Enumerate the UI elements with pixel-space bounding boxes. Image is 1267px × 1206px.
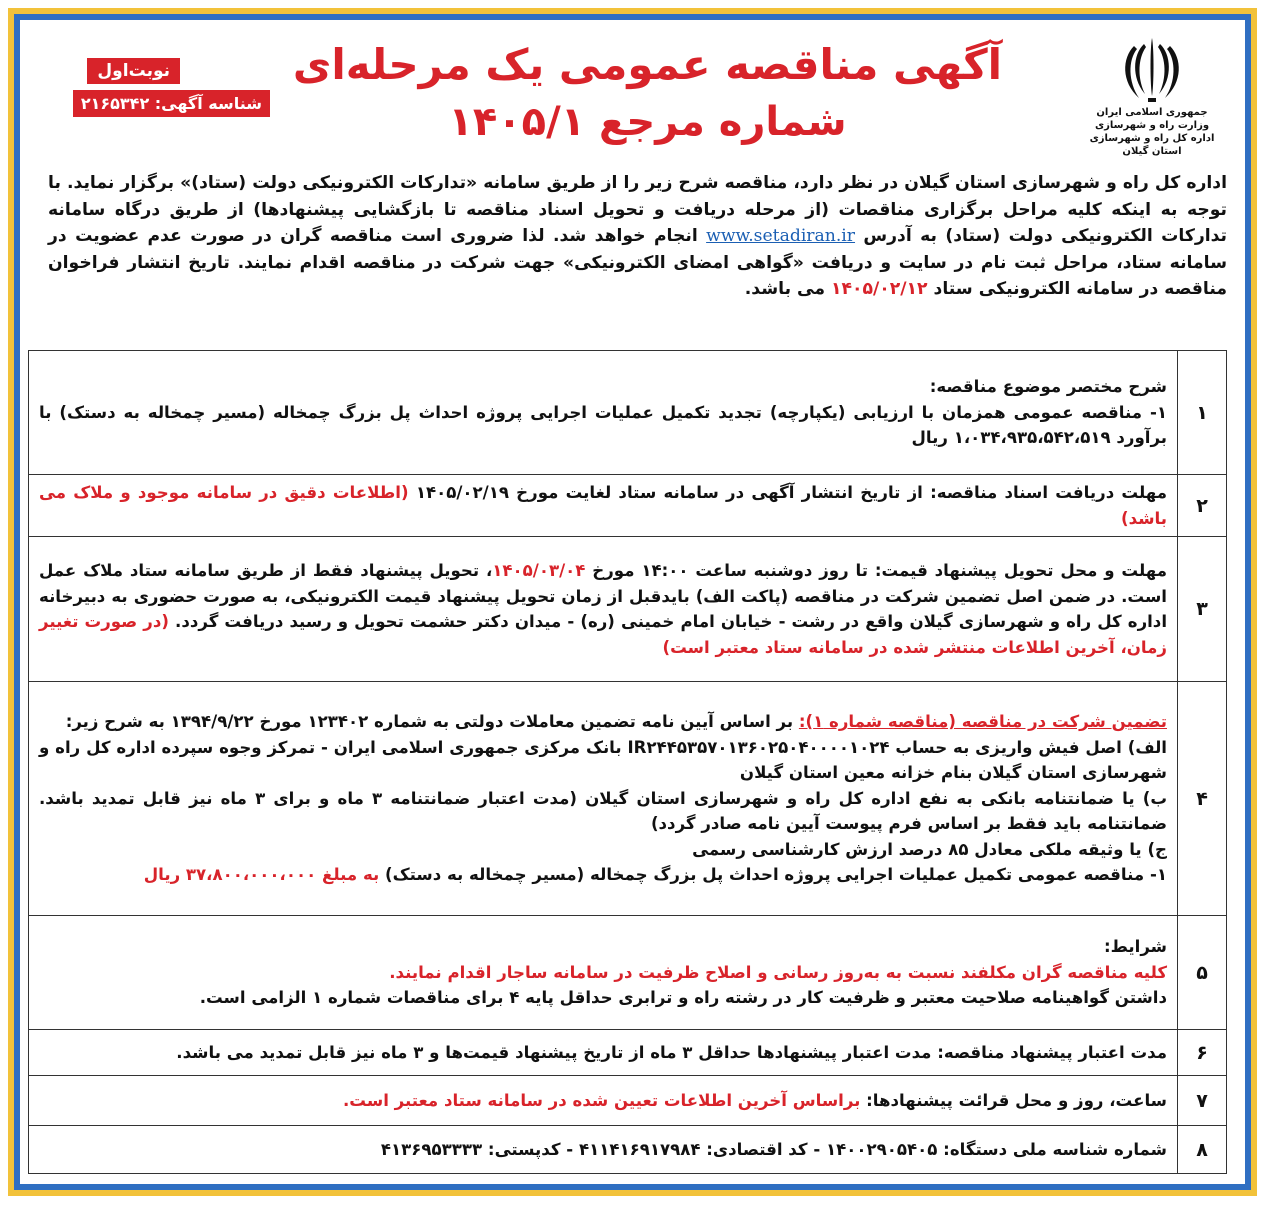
table-row xyxy=(29,351,1227,475)
table-row xyxy=(29,682,1227,916)
row-1-text: ۱- مناقصه عمومی همزمان با ارزیابی (یکپارچه) تجدید تکمیل عملیات اجرایی پروژه احداث پل بزرگ چمخاله (مسیر چمخاله به دستک) با برآورد ۱،۰۳۴،۹۳۵،۵۴۲،۵۱۹ ریال xyxy=(39,402,1167,448)
row-number: ۷ xyxy=(1178,1076,1227,1126)
row-number: ۳ xyxy=(1178,537,1227,682)
row-content xyxy=(29,1076,1178,1126)
title-line-2: شماره مرجع ۱۴۰۵/۱ xyxy=(448,99,847,145)
row-4-heading: تضمین شرکت در مناقصه (مناقصه شماره ۱): xyxy=(798,712,1167,732)
row-number: ۶ xyxy=(1178,1030,1227,1076)
emblem-org-1: جمهوری اسلامی ایران xyxy=(1096,107,1208,118)
row-number: ۲ xyxy=(1178,475,1227,537)
row-content: شماره شناسه ملی دستگاه: ۱۴۰۰۲۹۰۵۴۰۵ - کد اقتصادی: ۴۱۱۴۱۶۹۱۷۹۸۴ - کدپستی: ۴۱۳۶۹۵۳۳۳۳ xyxy=(29,1126,1178,1174)
row-5-heading: شرایط: xyxy=(1104,937,1167,957)
intro-part-3: می باشد. xyxy=(744,279,826,299)
row-2-text: مهلت دریافت اسناد مناقصه: از تاریخ انتشار آگهی در سامانه ستاد لغایت مورخ ۱۴۰۵/۰۲/۱۹ xyxy=(415,483,1167,502)
row-4-text: بر اساس آیین نامه تضمین معاملات دولتی به شماره ۱۲۳۴۰۲ مورخ ۱۳۹۴/۹/۲۲ به شرح زیر: xyxy=(65,712,799,732)
government-emblem xyxy=(1077,34,1227,158)
row-4-option-b: ب) یا ضمانتنامه بانکی به نفع اداره کل راه و شهرسازی استان گیلان (مدت اعتبار ضمانتنامه ۳ ماه و برای ۳ ماه نیز قابل تمدید باشد. ضمانتنامه باید فقط بر اساس فرم پیوست آیین نامه صادر گردد) xyxy=(39,788,1167,834)
row-number: ۱ xyxy=(1178,351,1227,475)
publish-date: ۱۴۰۵/۰۲/۱۲ xyxy=(831,279,928,299)
emblem-org-3: اداره کل راه و شهرسازی استان گیلان xyxy=(1089,133,1215,157)
notice-page xyxy=(20,20,1245,1184)
ad-id-badge: شناسه آگهی: ۲۱۶۵۳۴۲ xyxy=(73,90,270,117)
table-row xyxy=(29,537,1227,682)
row-content xyxy=(29,916,1178,1030)
outer-frame xyxy=(8,8,1257,1196)
title-line-1: آگهی مناقصه عمومی یک مرحله‌ای xyxy=(292,40,1003,89)
row-1-heading: شرح مختصر موضوع مناقصه: xyxy=(929,377,1167,397)
table-row xyxy=(29,916,1227,1030)
row-4-option-c: ج) یا وثیقه ملکی معادل ۸۵ درصد ارزش کارشناسی رسمی xyxy=(692,839,1167,859)
tender-items-table xyxy=(28,350,1227,1174)
row-3-date: ۱۴۰۵/۰۳/۰۴ xyxy=(492,561,586,580)
row-2-note: (اطلاعات دقیق در سامانه موجود و ملاک می باشد) xyxy=(39,483,1167,528)
row-content xyxy=(29,682,1178,916)
table-row xyxy=(29,1126,1227,1174)
row-4-option-a: الف) اصل فیش واریزی به حساب IR۲۴۴۵۳۵۷۰۱۳۶۰۲۵۰۴۰۰۰۰۱۰۲۴ بانک مرکزی جمهوری اسلامی ایران - تمرکز وجوه سپرده اداره کل راه و شهرسازی استان گیلان بنام خزانه معین استان گیلان xyxy=(39,737,1167,783)
round-badge: نوبت‌اول xyxy=(87,58,180,84)
blue-frame xyxy=(14,14,1251,1190)
row-3-text-a: مهلت و محل تحویل پیشنهاد قیمت: تا روز دوشنبه ساعت ۱۴:۰۰ مورخ xyxy=(592,561,1167,580)
row-4-line-1 xyxy=(39,709,1167,735)
row-4-amount-line xyxy=(39,862,1167,888)
emblem-org-2: وزارت راه و شهرسازی xyxy=(1094,120,1210,131)
setad-link[interactable]: www.setadiran.ir xyxy=(706,226,856,246)
row-number: ۸ xyxy=(1178,1126,1227,1174)
row-5-red-note: کلیه مناقصه گران مکلفند نسبت به به‌روز رسانی و اصلاح ظرفیت در سامانه ساجار اقدام نمایند. xyxy=(389,962,1167,982)
row-content xyxy=(29,537,1178,682)
intro-part-2: انجام خواهد شد. لذا ضروری است مناقصه گران در صورت عدم عضویت در سامانه ستاد، مراحل ثبت نام در سایت و دریافت «گواهی امضای الکترونیکی» جهت شرکت در مناقصه اقدام نمایند. تاریخ انتشار فراخوان مناقصه در سامانه الکترونیکی ستاد xyxy=(48,226,1227,299)
row-4-amount: به مبلغ ۳۷،۸۰۰،۰۰۰،۰۰۰ ریال xyxy=(143,865,386,885)
row-3-note: (در صورت تغییر زمان، آخرین اطلاعات منتشر شده در سامانه ستاد معتبر است) xyxy=(39,612,1167,657)
row-3-text-b: ، تحویل پیشنهاد فقط از طریق سامانه ستاد ملاک عمل است. در ضمن اصل تضمین شرکت در مناقصه (پاکت الف) بایدقبل از زمان تحویل پیشنهاد قیمت الکترونیکی، به صورت حضوری به دبیرخانه اداره کل راه و شهرسازی گیلان واقع در رشت - خیابان امام خمینی (ره) - میدان دکتر حشمت تحویل و رسید دریافت گردد. xyxy=(39,561,1168,631)
badges xyxy=(60,58,270,117)
intro-part-1: اداره کل راه و شهرسازی استان گیلان در نظر دارد، مناقصه شرح زیر را از طریق سامانه «تدارکات الکترونیکی دولت (ستاد)» برگزار نماید. با توجه به اینکه کلیه مراحل برگزاری مناقصات (از مرحله دریافت و تحویل اسناد مناقصه تا بازگشایی پیشنهادها) از طریق درگاه سامانه تدارکات الکترونیکی دولت (ستاد) به آدرس xyxy=(48,173,1227,246)
iran-emblem-icon xyxy=(1119,34,1185,106)
row-4-project: ۱- مناقصه عمومی تکمیل عملیات اجرایی پروژه احداث پل بزرگ چمخاله (مسیر چمخاله به دستک) xyxy=(385,865,1167,885)
table-row xyxy=(29,1030,1227,1076)
table-row xyxy=(29,1076,1227,1126)
row-number: ۴ xyxy=(1178,682,1227,916)
row-content: مدت اعتبار پیشنهاد مناقصه: مدت اعتبار پیشنهادها حداقل ۳ ماه از تاریخ پیشنهاد قیمت‌ها و ۳ ماه نیز قابل تمدید می باشد. xyxy=(29,1030,1178,1076)
row-7-value: براساس آخرین اطلاعات تعیین شده در سامانه ستاد معتبر است. xyxy=(343,1090,867,1110)
notice-title xyxy=(250,38,1045,148)
row-7-label: ساعت، روز و محل قرائت پیشنهادها: xyxy=(866,1090,1167,1110)
intro-paragraph xyxy=(48,170,1227,303)
table-row xyxy=(29,475,1227,537)
row-content xyxy=(29,351,1178,475)
row-5-text: داشتن گواهینامه صلاحیت معتبر و ظرفیت کار در رشته راه و ترابری حداقل پایه ۴ برای مناقصات شماره ۱ الزامی است. xyxy=(199,988,1167,1008)
row-content xyxy=(29,475,1178,537)
row-number: ۵ xyxy=(1178,916,1227,1030)
